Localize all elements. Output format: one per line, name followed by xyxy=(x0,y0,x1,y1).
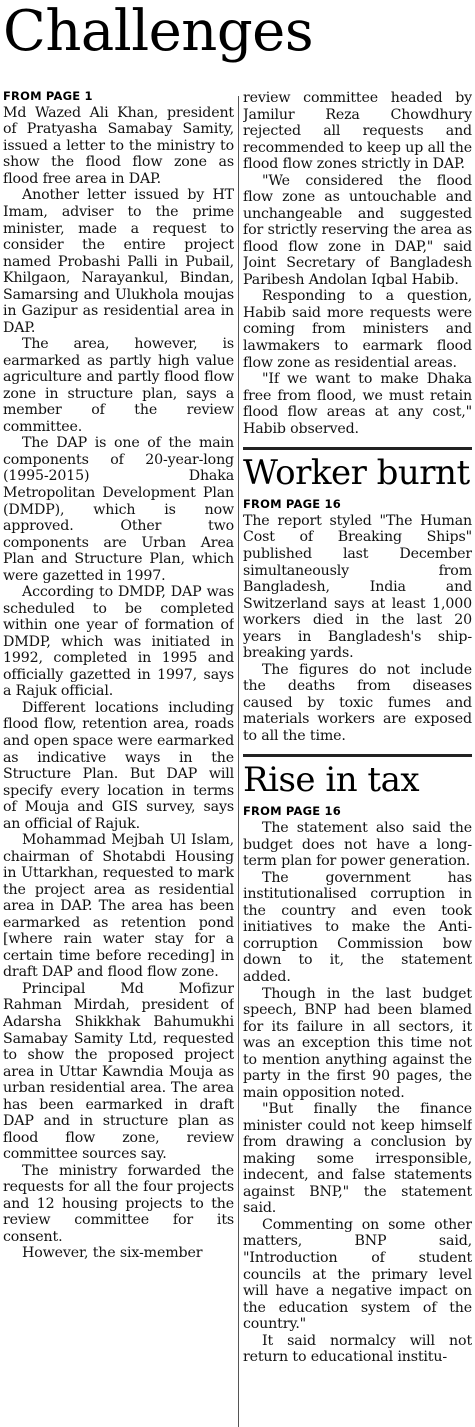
paragraph: "But finally the finance minister could not keep himself from drawing a conclusion by making some irresponsible, indecent, and false statements against BNP," the statement said. xyxy=(243,1101,472,1217)
paragraph: Responding to a question, Habib said more requests were coming from ministers and lawmakers to earmark flood flow zone as residential areas. xyxy=(243,288,472,371)
column-divider xyxy=(238,96,239,1427)
paragraph: According to DMDP, DAP was scheduled to be completed within one year of formation of DMDP, which was initiated in 1992, completed in 1995 and officially gazetted in 1997, says a Rajuk official. xyxy=(3,584,234,700)
story-body-challenges-right xyxy=(243,90,472,437)
headline-rise-in-tax: Rise in tax xyxy=(243,754,472,797)
column-right xyxy=(243,90,472,1427)
paragraph: The figures do not include the deaths from diseases caused by toxic fumes and materials workers are exposed to all the time. xyxy=(243,661,472,744)
column-left xyxy=(3,90,234,1427)
paragraph: The report styled "The Human Cost of Breaking Ships" published last December simultaneously from Bangladesh, India and Switzerland says at least 1,000 workers died in the last 20 years in Bangladesh's ship-breaking yards. xyxy=(243,512,472,662)
paragraph: The ministry forwarded the requests for all the four projects and 12 housing projects to the review committee for its consent. xyxy=(3,1162,234,1245)
paragraph: Another letter issued by HT Imam, adviser to the prime minister, made a request to consider the entire project named Probashi Palli in Pubail, Khilgaon, Narayankul, Bindan, Samarsing and Ulukhola moujas in Gazipur as residential area in DAP. xyxy=(3,187,234,336)
paragraph: Principal Md Mofizur Rahman Mirdah, president of Adarsha Shikkhak Bahumukhi Samabay Samity Ltd, requested to show the proposed project area in Uttar Kawndia Mouja as urban residential area. The area has been earmarked in draft DAP and in structure plan as flood flow zone, review committee sources say. xyxy=(3,980,234,1163)
kicker-worker-burnt: FROM PAGE 16 xyxy=(243,497,341,512)
kicker-rise-in-tax: FROM PAGE 16 xyxy=(243,804,341,819)
headline-worker-burnt: Worker burnt xyxy=(243,447,472,490)
paragraph: Mohammad Mejbah Ul Islam, chairman of Shotabdi Housing in Uttarkhan, requested to mark the project area as residential area in DAP. The area has been earmarked as retention pond [where rain water stay for a certain time before receding] in draft DAP and flood flow zone. xyxy=(3,832,234,981)
paragraph: Commenting on some other matters, BNP said, "Introduction of student councils at the primary level will have a negative impact on the education system of the country." xyxy=(243,1216,472,1333)
paragraph: "If we want to make Dhaka free from flood, we must retain flood flow areas at any cost," Habib observed. xyxy=(243,371,472,437)
headline-challenges: Challenges xyxy=(3,0,314,64)
kicker-challenges: FROM PAGE 1 xyxy=(3,90,93,103)
story-body-worker-burnt xyxy=(243,513,472,744)
paragraph: Md Wazed Ali Khan, president of Pratyasha Samabay Samity, issued a letter to the ministry to show the flood flow zone as flood free area in DAP. xyxy=(3,104,234,187)
paragraph: The area, however, is earmarked as partly high value agriculture and partly flood flow zone in structure plan, says a member of the review committee. xyxy=(3,336,234,435)
story-body-rise-in-tax xyxy=(243,820,472,1366)
paragraph: review committee headed by Jamilur Reza Chowdhury rejected all requests and recommended to keep up all the flood flow zones strictly in DAP. xyxy=(243,90,472,173)
paragraph: It said normalcy will not return to educational institu- xyxy=(243,1332,472,1366)
paragraph: The DAP is one of the main components of 20-year-long (1995-2015) Dhaka Metropolitan Development Plan (DMDP), which is now approved. Other two components are Urban Area Plan and Structure Plan, which were gazetted in 1997. xyxy=(3,435,234,584)
paragraph: Though in the last budget speech, BNP had been blamed for its failure in all sectors, it was an exception this time not to mention anything against the party in the first 90 pages, the main opposition noted. xyxy=(243,985,472,1101)
paragraph: The statement also said the budget does not have a long-term plan for power generation. xyxy=(243,820,472,870)
story-body-challenges-left xyxy=(3,105,234,1262)
paragraph: Different locations including flood flow, retention area, roads and open space were earmarked as indicative ways in the Structure Plan. But DAP will specify every location in terms of Mouja and GIS survey, says an official of Rajuk. xyxy=(3,699,234,832)
paragraph: "We considered the flood flow zone as untouchable and unchangeable and suggested for strictly reserving the area as flood flow zone in DAP," said Joint Secretary of Bangladesh Paribesh Andolan Iqbal Habib. xyxy=(243,172,472,288)
paragraph: However, the six-member xyxy=(22,1245,203,1262)
paragraph: The government has institutionalised corruption in the country and even took initiatives to make the Anti-corruption Commission bow down to it, the statement added. xyxy=(243,869,472,985)
